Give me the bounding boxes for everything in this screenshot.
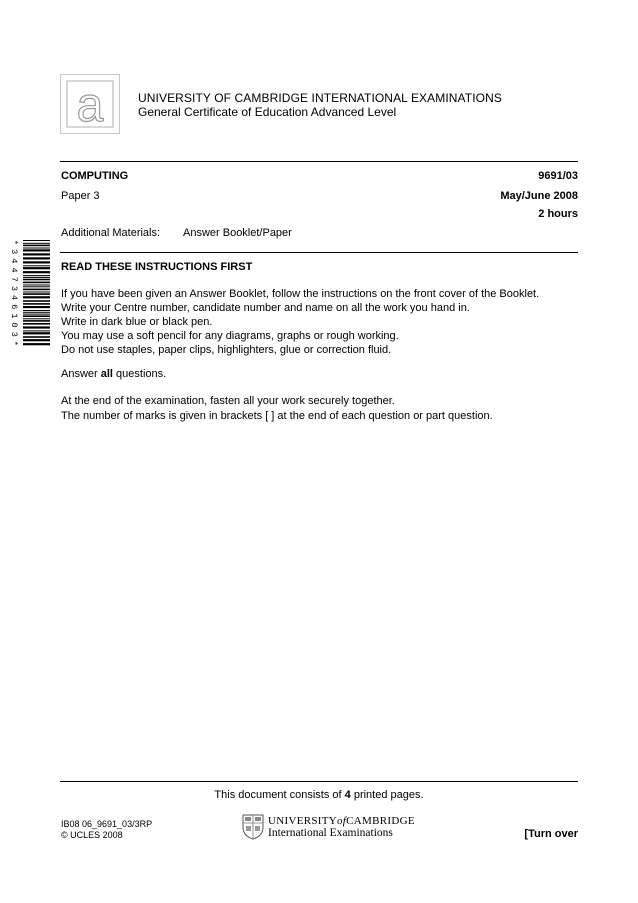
barcode-bar <box>23 303 50 305</box>
pages-prefix: This document consists of <box>214 789 345 801</box>
barcode-bar <box>23 300 50 302</box>
barcode-bar <box>23 245 50 247</box>
exam-code: 9691/03 <box>538 170 578 182</box>
barcode-bar <box>23 318 50 319</box>
barcode-bar <box>23 248 50 249</box>
instructions-heading: READ THESE INSTRUCTIONS FIRST <box>61 261 253 273</box>
barcode-bar <box>23 315 50 317</box>
barcode-bar <box>23 336 50 338</box>
cie-logo <box>60 74 120 134</box>
barcode-bar <box>23 292 50 293</box>
footer-divider <box>60 781 578 782</box>
instructions-divider <box>60 252 578 253</box>
materials-value: Answer Booklet/Paper <box>183 227 292 239</box>
barcode-bar <box>23 326 50 328</box>
barcode-bar <box>23 339 50 341</box>
barcode-bar <box>23 282 50 284</box>
barcode-bar <box>23 343 50 345</box>
barcode-bar <box>23 257 50 259</box>
barcode-bar <box>23 330 50 331</box>
materials-label: Additional Materials: <box>61 227 161 239</box>
barcode-bar <box>23 332 50 334</box>
paper-number: Paper 3 <box>61 190 100 202</box>
barcode-digits: *3447346103* <box>10 240 19 346</box>
barcode-bar <box>23 310 50 311</box>
end-instruction-line: At the end of the examination, fasten all your work securely together. <box>61 395 395 407</box>
barcode-bar <box>23 296 50 298</box>
candidate-barcode <box>10 238 52 348</box>
logo-university: UNIVERSITY <box>268 815 337 827</box>
barcode-bar <box>23 277 50 278</box>
answer-prefix: Answer <box>61 368 101 380</box>
instruction-line: Do not use staples, paper clips, highlighters, glue or correction fluid. <box>61 344 392 356</box>
barcode-bar <box>23 286 50 287</box>
barcode-bar <box>23 249 50 251</box>
instruction-line: If you have been given an Answer Booklet, follow the instructions on the front cover of the Booklet. <box>61 288 540 300</box>
barcode-bar <box>23 314 50 315</box>
reference-code: IB08 06_9691_03/3RP <box>61 819 153 829</box>
barcode-bar <box>23 243 50 244</box>
barcode-bar <box>23 265 50 266</box>
instruction-line: You may use a soft pencil for any diagrams, graphs or rough working. <box>61 330 399 342</box>
barcode-bar <box>23 275 50 276</box>
cambridge-logo-line2: International Examinations <box>268 827 393 839</box>
instruction-line: Write your Centre number, candidate number and name on all the work you hand in. <box>61 302 470 314</box>
barcode-bar <box>23 320 50 322</box>
end-instruction-line: The number of marks is given in brackets [ ] at the end of each question or part question. <box>61 410 493 422</box>
university-name: UNIVERSITY OF CAMBRIDGE INTERNATIONAL EXAMINATIONS <box>138 91 502 105</box>
barcode-bar <box>23 253 50 255</box>
answer-suffix: questions. <box>112 368 167 380</box>
barcode-bar <box>23 240 50 241</box>
logo-letter: a <box>76 79 104 132</box>
barcode-bar <box>23 285 50 286</box>
cambridge-logo-line1 <box>268 815 415 827</box>
answer-bold-word: all <box>100 368 113 380</box>
pages-suffix: printed pages. <box>350 789 424 801</box>
copyright: © UCLES 2008 <box>61 830 123 840</box>
qualification-name: General Certificate of Education Advanced Level <box>138 105 397 119</box>
barcode-bar <box>23 312 50 313</box>
barcode-bar <box>23 279 50 281</box>
logo-of: of <box>337 815 347 827</box>
subject-title: COMPUTING <box>61 170 129 182</box>
barcode-bar <box>23 293 50 295</box>
pages-count: 4 <box>344 789 351 801</box>
barcode-bar <box>23 306 50 308</box>
barcode-bar <box>23 267 50 269</box>
turn-over: [Turn over <box>524 828 578 840</box>
exam-session: May/June 2008 <box>500 190 578 202</box>
cambridge-crest-icon <box>242 814 264 840</box>
barcode-bar <box>23 271 50 273</box>
instruction-line: Write in dark blue or black pen. <box>61 316 213 328</box>
barcode-bar <box>23 323 50 325</box>
exam-duration: 2 hours <box>538 208 578 220</box>
top-divider <box>60 161 578 162</box>
barcode-bar <box>23 261 50 263</box>
barcode-bar <box>23 289 50 291</box>
logo-cambridge: CAMBRIDGE <box>346 815 415 827</box>
answer-instruction <box>61 368 166 380</box>
page-count-note <box>0 789 638 801</box>
